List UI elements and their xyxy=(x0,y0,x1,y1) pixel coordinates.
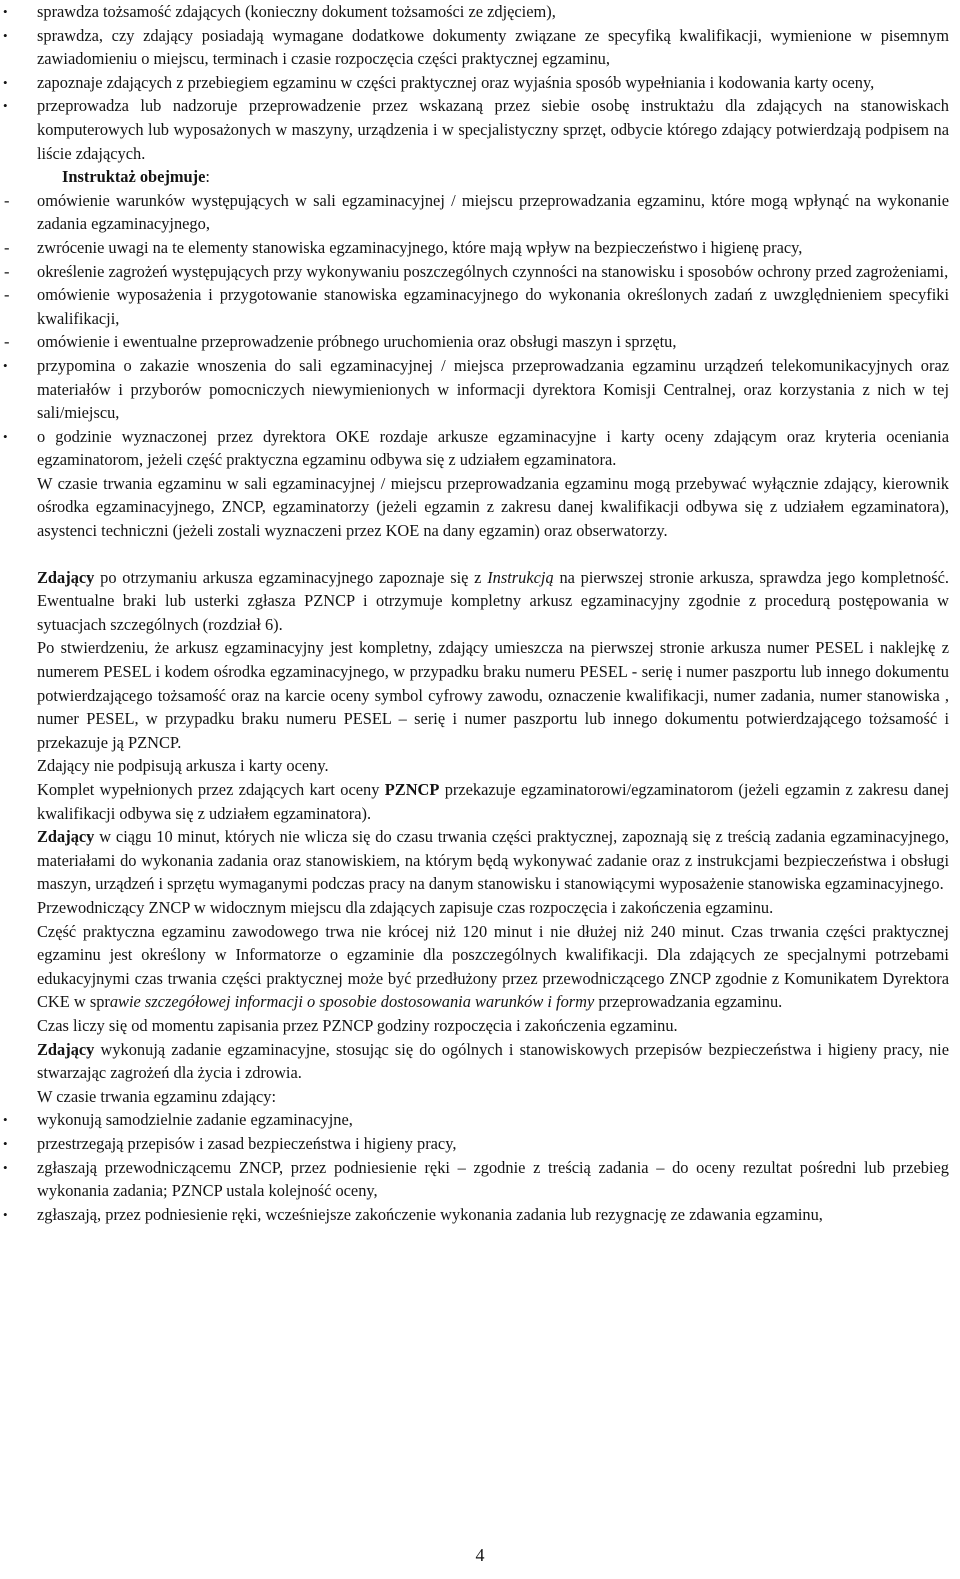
list-item: - zwrócenie uwagi na te elementy stanowiska egzaminacyjnego, które mają wpływ na bezpieczeństwo i higienę pracy, xyxy=(37,236,949,260)
list-item: • przeprowadza lub nadzoruje przeprowadzenie przez wskazaną przez siebie osobę instruktażu dla zdających na stanowiskach komputerowych lub wyposażonych w maszyny, urządzenia i w specjalistyczny sprzęt, odbycie którego zdający potwierdzają podpisem na liście zdających. xyxy=(37,94,949,165)
instruktaz-heading xyxy=(37,165,949,189)
instruktaz-list xyxy=(37,189,949,354)
list-item: • zapoznaje zdających z przebiegiem egzaminu w części praktycznej oraz wyjaśnia sposób wypełniania i kodowania karty oceny, xyxy=(37,71,949,95)
paragraph-komplet xyxy=(37,778,949,825)
list-item: • o godzinie wyznaczonej przez dyrektora OKE rozdaje arkusze egzaminacyjne i karty oceny zdającym oraz kryteria oceniania egzaminatorom, jeżeli część praktyczna egzaminu odbywa się z udziałem egzaminatora. xyxy=(37,425,949,472)
list-item: • zgłaszają przewodniczącemu ZNCP, przez podniesienie ręki – zgodnie z treścią zadania – do oceny rezultat pośredni lub przebieg wykonania zadania; PZNCP ustala kolejność oceny, xyxy=(37,1156,949,1203)
list-item: - omówienie wyposażenia i przygotowanie stanowiska egzaminacyjnego do wykonania określonych zadań z uwzględnieniem specyfiki kwalifikacji, xyxy=(37,283,949,330)
list-item: • przestrzegają przepisów i zasad bezpieczeństwa i higieny pracy, xyxy=(37,1132,949,1156)
list-item: - omówienie i ewentualne przeprowadzenie próbnego uruchomienia oraz obsługi maszyn i sprzętu, xyxy=(37,330,949,354)
italic-text: awie szczegółowej informacji o sposobie dostosowania warunków i formy xyxy=(109,992,595,1012)
paragraph-w-czasie: W czasie trwania egzaminu w sali egzaminacyjnej / miejscu przeprowadzania egzaminu mogą przebywać wyłącznie zdający, kierownik ośrodka egzaminacyjnego, ZNCP, egzaminatorzy (jeżeli egzamin z zakresu danej kwalifikacji odbywa się z udziałem egzaminatora), asystenci techniczni (jeżeli zostali wyznaczeni przez KOE na dany egzamin) oraz obserwatorzy. xyxy=(37,473,949,541)
bold-text: Zdający xyxy=(37,567,95,587)
text-span: Część praktyczna egzaminu zawodowego trwa nie krócej niż 120 minut i nie dłużej niż 240 minut. Czas trwania części praktycznej egzaminu jest określony w Informatorze o egzaminie dla poszczególnych kwalifikacji. Dla zdających ze specjalnymi potrzebami edukacyjnymi czas trwania części praktycznej może być przedłużony przez przewodniczącego ZNCP zgodnie z Komunikatem Dyrektora CKE w spr xyxy=(37,921,949,1012)
page-content xyxy=(37,0,949,1226)
paragraph-przewodniczacy: Przewodniczący ZNCP w widocznym miejscu dla zdających zapisuje czas rozpoczęcia i zakończenia egzaminu. xyxy=(37,897,774,917)
text-span: wykonują zadanie egzaminacyjne, stosując się do ogólnych i stanowiskowych przepisów bezpieczeństwa i higieny pracy, nie stwarzając zagrożeń dla życia i zdrowia. xyxy=(37,1039,949,1083)
paragraph-zdajacy-wykonuja xyxy=(37,1038,949,1085)
bold-text: Zdający xyxy=(37,1039,95,1059)
paragraph-czas-trwania xyxy=(37,920,949,1014)
spacer xyxy=(37,543,949,566)
list-item: • sprawdza tożsamość zdających (konieczny dokument tożsamości ze zdjęciem), xyxy=(37,0,949,24)
text-span: Komplet wypełnionych przez zdających kart oceny xyxy=(37,780,385,799)
text-span: przekazuje egzaminatorowi/egzaminatorom (jeżeli egzamin z zakresu danej kwalifikacji odbywa się z udziałem egzaminatora). xyxy=(37,780,949,823)
text-span: po otrzymaniu arkusza egzaminacyjnego zapoznaje się z xyxy=(94,567,488,587)
page-number: 4 xyxy=(475,1545,485,1565)
list-item: • przypomina o zakazie wnoszenia do sali egzaminacyjnej / miejsca przeprowadzania egzaminu urządzeń telekomunikacyjnych oraz materiałów i przyborów pomocniczych niewymienionych w informacji dyrektora Komisji Centralnej, oraz korzystania z nich w tej sali/miejscu, xyxy=(37,354,949,425)
bold-text: Zdający xyxy=(37,827,95,847)
paragraph-czas-liczy: Czas liczy się od momentu zapisania przez PZNCP godziny rozpoczęcia i zakończenia egzaminu. xyxy=(37,1015,678,1035)
italic-text: Instrukcją xyxy=(487,567,554,587)
paragraph-po-stwierdzeniu: Po stwierdzeniu, że arkusz egzaminacyjny jest kompletny, zdający umieszcza na pierwszej stronie arkusza numer PESEL i naklejkę z numerem PESEL i kodem ośrodka egzaminacyjnego, w przypadku braku numeru PESEL - serię i numer paszportu lub innego dokumentu potwierdzającego tożsamość oraz na karcie oceny symbol cyfrowy zawodu, oznaczenie kwalifikacji, numer zadania, numer stanowiska , numer PESEL, w przypadku braku numeru PESEL – serię i numer paszportu lub innego dokumentu potwierdzającego tożsamość i przekazuje ją PZNCP. xyxy=(37,638,949,752)
list-item: - omówienie warunków występujących w sali egzaminacyjnej / miejscu przeprowadzania egzaminu, które mogą wpłynąć na wykonanie zadania egzaminacyjnego, xyxy=(37,189,949,236)
candidate-duties-list xyxy=(37,1108,949,1226)
list-item: • wykonują samodzielnie zadanie egzaminacyjne, xyxy=(37,1108,949,1132)
text-span: w ciągu 10 minut, których nie wlicza się do czasu trwania części praktycznej, zapoznają się z treścią zadania egzaminacyjnego, materiałami do wykonania zadania oraz stanowiskiem, na którym będą wykonywać zadanie oraz z instrukcjami bezpieczeństwa i obsługi maszyn, urządzeń i sprzętu wymaganymi podczas pracy na danym stanowisku i stanowiącymi wyposażenie stanowiska egzaminacyjnego. xyxy=(37,827,949,894)
list-item: • sprawdza, czy zdający posiadają wymagane dodatkowe dokumenty związane ze specyfiką kwalifikacji, wymienione w pisemnym zawiadomieniu o miejscu, terminach i czasie rozpoczęcia części praktycznej egzaminu, xyxy=(37,24,949,71)
paragraph-nie-podpisuja: Zdający nie podpisują arkusza i karty oceny. xyxy=(37,756,329,776)
paragraph-w-czasie-zdajacy: W czasie trwania egzaminu zdający: xyxy=(37,1086,277,1106)
paragraph-10-minut xyxy=(37,825,949,896)
text-span: na pierwszej stronie arkusza, sprawdza jego kompletność. Ewentualne braki lub usterki zgłasza PZNCP i otrzymuje kompletny arkusz egzaminacyjny zgodnie z procedurą postępowania w sytuacjach szczególnych (rozdział 6). xyxy=(37,567,950,634)
bold-text: PZNCP xyxy=(384,780,440,799)
text-span: przeprowadzania egzaminu. xyxy=(594,992,783,1012)
list-item: • zgłaszają, przez podniesienie ręki, wcześniejsze zakończenie wykonania zadania lub rezygnację ze zdawania egzaminu, xyxy=(37,1203,949,1227)
list-item: - określenie zagrożeń występujących przy wykonywaniu poszczególnych czynności na stanowisku i sposobów ochrony przed zagrożeniami, xyxy=(37,260,949,284)
duties-list-continued xyxy=(37,354,949,472)
instruktaz-label: Instruktaż obejmuje xyxy=(62,167,206,187)
duties-list xyxy=(37,0,949,165)
instruktaz-colon: : xyxy=(205,167,210,187)
paragraph-zdajacy-arkusz xyxy=(37,566,949,637)
